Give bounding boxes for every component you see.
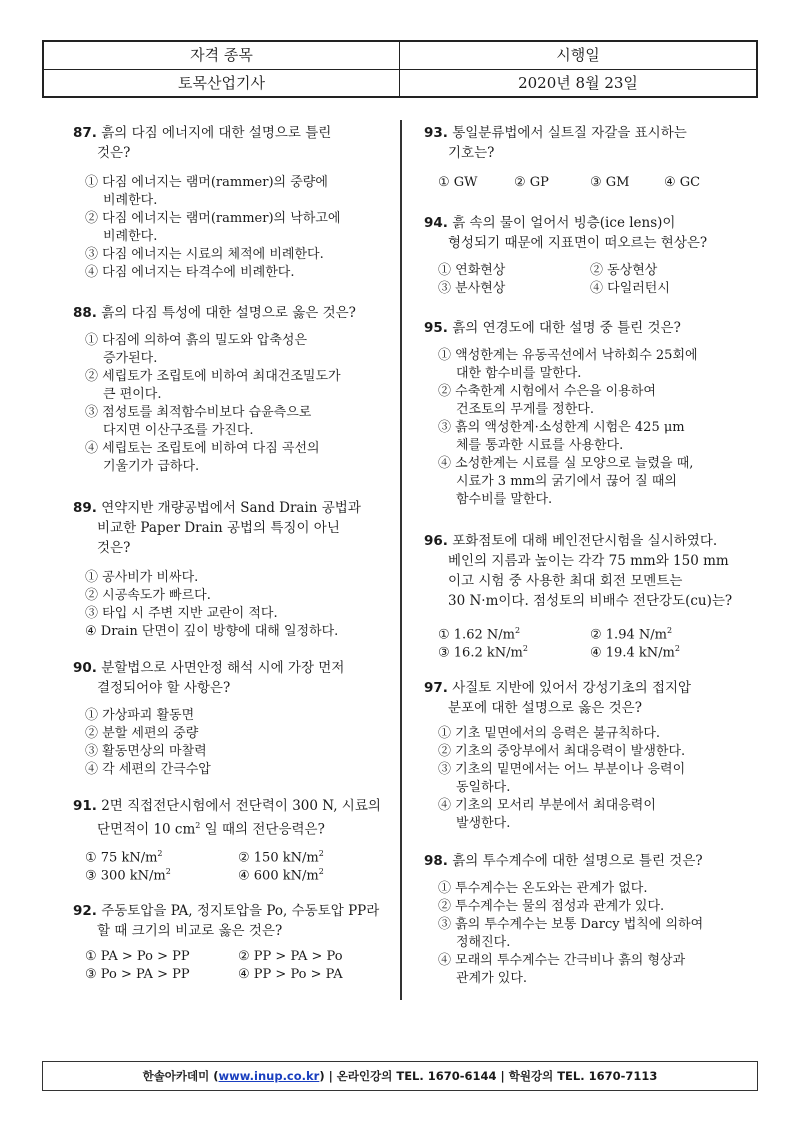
superscript: 2 (666, 626, 673, 635)
question-number: 90. (73, 660, 97, 676)
option-4: ④ 기초의 모서리 부분에서 최대응력이 (438, 798, 656, 813)
question-text: 것은? (97, 540, 131, 556)
question-text: 할 때 크기의 비교로 옳은 것은? (97, 923, 283, 939)
question-text: 흙의 다짐 에너지에 대한 설명으로 틀린 (101, 125, 332, 141)
option-3-cont: 정해진다. (456, 935, 511, 950)
option-3-cont: 다지면 이산구조를 가진다. (103, 423, 254, 438)
question-number: 95. (424, 320, 448, 336)
footer-academy: 한솔아카데미 ( (142, 1069, 219, 1083)
option-4: ④ GC (664, 175, 701, 190)
option-3: ③ 흙의 액성한계·소성한계 시험은 425 μm (438, 420, 685, 435)
option-1: ① 1.62 N/m (438, 627, 515, 643)
option-1: ① 다짐 에너지는 램머(rammer)의 중량에 (85, 175, 328, 190)
question-text: 2면 직접전단시험에서 전단력이 300 N, 시료의 (101, 798, 381, 814)
option-1: ① 액성한계는 유동곡선에서 낙하회수 25회에 (438, 348, 698, 363)
question-text: 통일분류법에서 실트질 자갈을 표시하는 (452, 125, 687, 141)
header-date-value: 2020년 8월 23일 (518, 74, 638, 92)
question-number: 94. (424, 215, 448, 231)
question-number: 97. (424, 680, 448, 696)
question-text: 단면적이 10 cm (97, 821, 196, 838)
option-1: ① 공사비가 비싸다. (85, 570, 199, 585)
question-text: 이고 시험 중 사용한 최대 회전 모멘트는 (448, 573, 683, 589)
question-text: 기호는? (448, 145, 495, 161)
option-3-cont: 체를 통과한 시료를 사용한다. (456, 438, 624, 453)
question-text: 것은? (97, 145, 131, 161)
footer-banner (42, 1061, 758, 1091)
superscript: 2 (514, 626, 521, 635)
question-text: 흙의 투수계수에 대한 설명으로 틀린 것은? (452, 853, 703, 869)
option-1: ① 기초 밑면에서의 응력은 불규칙하다. (438, 726, 661, 741)
option-3: ③ 흙의 투수계수는 보통 Darcy 법칙에 의하여 (438, 917, 704, 932)
option-2: ② GP (514, 175, 549, 190)
superscript: 2 (165, 867, 171, 876)
option-4: ④ 소성한계는 시료를 실 모양으로 늘렸을 때, (438, 456, 694, 471)
option-3: ③ 활동면상의 마찰력 (85, 744, 207, 759)
question-text: 일 때의 전단응력은? (200, 821, 325, 838)
footer-website-link[interactable]: www.inup.co.kr (218, 1069, 320, 1083)
option-3: ③ 16.2 kN/m (438, 645, 523, 661)
option-2: ② PP > PA > Po (238, 949, 343, 964)
superscript: 2 (195, 821, 201, 830)
header-date-title: 시행일 (556, 46, 600, 64)
superscript: 2 (522, 644, 528, 653)
option-2: ② 분할 세편의 중량 (85, 726, 199, 741)
question-text: 결정되어야 할 사항은? (97, 680, 231, 696)
option-1: ① 연화현상 (438, 263, 506, 278)
question-text: 흙의 연경도에 대한 설명 중 틀린 것은? (452, 320, 681, 336)
question-text: 베인의 지름과 높이는 각각 75 mm와 150 mm (448, 553, 729, 569)
option-4: ④ 세립토는 조립토에 비하여 다짐 곡선의 (85, 441, 320, 456)
option-2: ② 150 kN/m (238, 850, 319, 866)
option-4: ④ PP > Po > PA (238, 967, 343, 982)
option-1: ① 다짐에 의하여 흙의 밀도와 압축성은 (85, 333, 308, 348)
option-1: ① PA > Po > PP (85, 949, 190, 964)
question-number: 87. (73, 125, 97, 141)
question-number: 93. (424, 125, 448, 141)
superscript: 2 (157, 849, 163, 858)
option-3-cont: 동일하다. (456, 780, 511, 795)
option-1-cont: 증가된다. (103, 351, 158, 366)
column-divider (400, 120, 402, 1000)
question-text: 비교한 Paper Drain 공법의 특징이 아닌 (97, 520, 340, 536)
option-3: ③ GM (590, 175, 630, 190)
question-text: 분할법으로 사면안정 해석 시에 가장 먼저 (101, 660, 345, 676)
option-1: ① 가상파괴 활동면 (85, 708, 195, 723)
question-text: 형성되기 때문에 지표면이 떠오르는 현상은? (448, 235, 708, 251)
option-2: ② 다짐 에너지는 램머(rammer)의 낙하고에 (85, 211, 341, 226)
option-2: ② 기초의 중앙부에서 최대응력이 발생한다. (438, 744, 686, 759)
question-number: 98. (424, 853, 448, 869)
header-row-values (44, 70, 756, 97)
superscript: 2 (318, 867, 324, 876)
option-4: ④ 19.4 kN/m (590, 645, 675, 661)
option-2-cont: 비례한다. (103, 229, 158, 244)
option-1: ① GW (438, 175, 478, 190)
question-number: 91. (73, 798, 97, 814)
option-3: ③ 다짐 에너지는 시료의 체적에 비례한다. (85, 247, 324, 262)
exam-header-table (42, 40, 758, 98)
question-text: 연약지반 개량공법에서 Sand Drain 공법과 (101, 500, 361, 516)
option-4: ④ Drain 단면이 깊이 방향에 대해 일정하다. (85, 624, 339, 639)
option-3: ③ Po > PA > PP (85, 967, 190, 982)
header-row-titles (44, 42, 756, 70)
superscript: 2 (674, 644, 680, 653)
superscript: 2 (318, 849, 324, 858)
option-3: ③ 기초의 밑면에서는 어느 부분이나 응력이 (438, 762, 686, 777)
option-2: ② 투수계수는 물의 점성과 관계가 있다. (438, 899, 665, 914)
option-4: ④ 다짐 에너지는 타격수에 비례한다. (85, 265, 295, 280)
question-number: 92. (73, 903, 97, 919)
question-text: 흙 속의 물이 얼어서 빙층(ice lens)이 (452, 215, 676, 231)
question-text: 30 N·m이다. 점성토의 비배수 전단강도(cu)는? (448, 593, 733, 609)
option-4-cont: 관계가 있다. (456, 971, 528, 986)
option-4-cont: 발생한다. (456, 816, 511, 831)
option-4: ④ 각 세편의 간극수압 (85, 762, 211, 777)
option-1-cont: 비례한다. (103, 193, 158, 208)
option-3: ③ 분사현상 (438, 281, 506, 296)
option-4: ④ 모래의 투수계수는 간극비나 흙의 형상과 (438, 953, 686, 968)
footer-contact: ) | 온라인강의 TEL. 1670-6144 | 학원강의 TEL. 1670-7113 (319, 1069, 658, 1083)
option-2: ② 동상현상 (590, 263, 658, 278)
question-text: 흙의 다짐 특성에 대한 설명으로 옳은 것은? (101, 305, 356, 321)
option-4: ④ 다일러턴시 (590, 281, 670, 296)
option-3: ③ 300 kN/m (85, 868, 166, 884)
question-text: 분포에 대한 설명으로 옳은 것은? (448, 700, 642, 716)
option-4-cont: 함수비를 말한다. (456, 492, 553, 507)
option-2: ② 1.94 N/m (590, 627, 667, 643)
option-2: ② 수축한계 시험에서 수은을 이용하여 (438, 384, 656, 399)
option-1-cont: 대한 함수비를 말한다. (456, 366, 582, 381)
question-number: 96. (424, 533, 448, 549)
option-2: ② 시공속도가 빠르다. (85, 588, 211, 603)
header-subject-title: 자격 종목 (44, 42, 400, 69)
question-text: 사질토 지반에 있어서 강성기초의 접지압 (452, 680, 692, 696)
option-2-cont: 건조토의 무게를 정한다. (456, 402, 594, 417)
question-number: 88. (73, 305, 97, 321)
option-1: ① 75 kN/m (85, 850, 158, 866)
option-4-cont: 시료가 3 mm의 굵기에서 끊어 질 때의 (456, 474, 677, 489)
option-1: ① 투수계수는 온도와는 관계가 없다. (438, 881, 648, 896)
option-3: ③ 타입 시 주변 지반 교란이 적다. (85, 606, 278, 621)
option-2-cont: 큰 편이다. (103, 387, 162, 402)
option-4-cont: 기울기가 급하다. (103, 459, 200, 474)
question-number: 89. (73, 500, 97, 516)
question-text: 주동토압을 PA, 정지토압을 Po, 수동토압 PP라 (101, 903, 380, 919)
header-subject-value: 토목산업기사 (44, 70, 400, 97)
option-3: ③ 점성토를 최적함수비보다 습윤측으로 (85, 405, 312, 420)
question-text: 포화점토에 대해 베인전단시험을 실시하였다. (452, 533, 718, 549)
option-2: ② 세립토가 조립토에 비하여 최대건조밀도가 (85, 369, 341, 384)
option-4: ④ 600 kN/m (238, 868, 319, 884)
